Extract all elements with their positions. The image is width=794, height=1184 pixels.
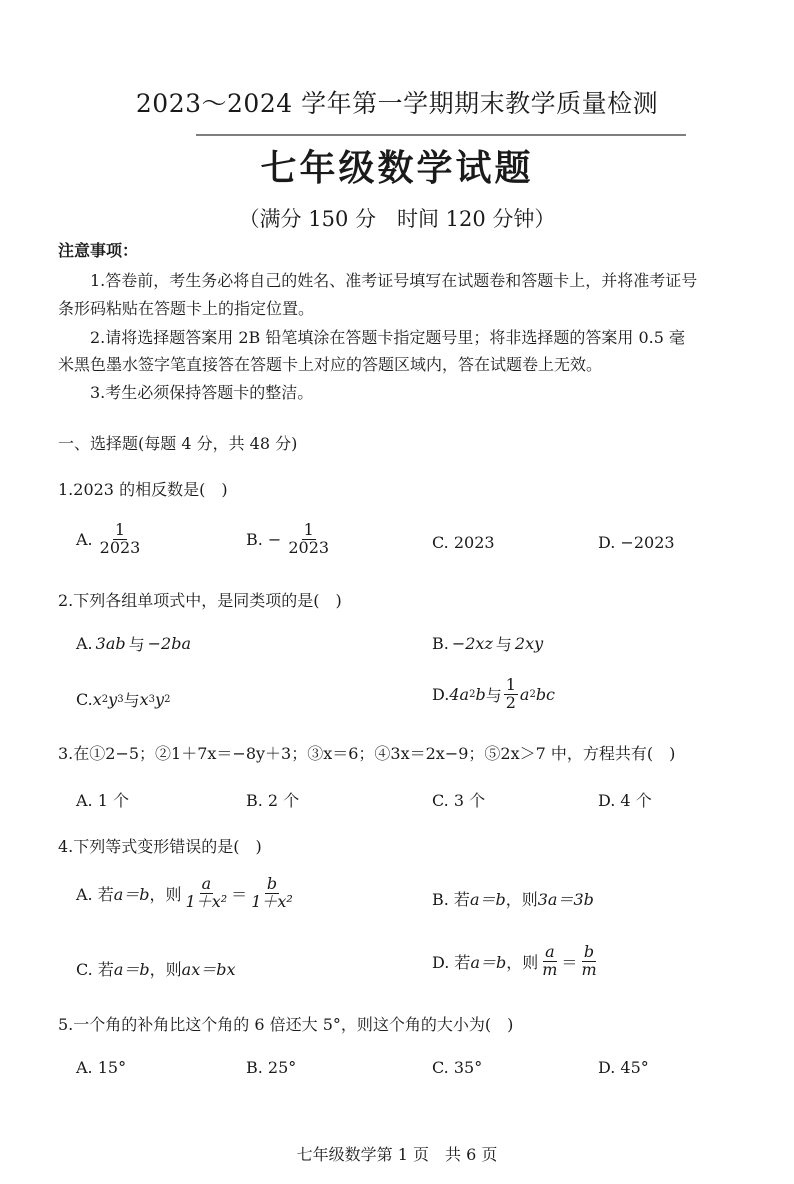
equals-sign: ＝ — [231, 884, 248, 904]
option-label: D. 若 — [432, 952, 471, 972]
question-3-stem: 3.在①2−5；②1＋7x＝−8y＋3；③x＝6；④3x＝2x−9；⑤2x＞7 中，方程共有( ) — [58, 744, 676, 763]
q1-option-d: D. −2023 — [598, 533, 675, 552]
variable: y — [108, 690, 118, 709]
denominator: 2023 — [288, 537, 330, 557]
q4-option-d — [432, 944, 601, 979]
exponent: 3 — [117, 694, 124, 705]
notice-line: 3.考生必须保持答题卡的整洁。 — [90, 383, 314, 402]
exam-title: 七年级数学试题 — [260, 147, 534, 189]
fraction — [579, 944, 598, 979]
exponent: 2 — [164, 694, 171, 705]
connector: ，则 — [506, 952, 539, 972]
term: bc — [535, 684, 556, 704]
fraction — [286, 522, 331, 557]
numerator: b — [583, 942, 595, 961]
q4-option-c — [76, 957, 236, 980]
q2-option-c — [76, 688, 170, 711]
variable: x — [92, 690, 102, 709]
question-5-stem: 5.一个角的补角比这个角的 6 倍还大 5°，则这个角的大小为( ) — [58, 1015, 514, 1034]
fraction — [504, 677, 518, 712]
term: 4a — [449, 684, 470, 704]
numerator: 1 — [114, 520, 126, 539]
notice-line: 1.答卷前，考生务必将自己的姓名、准考证号填写在试题卷和答题卡上，并将准考证号 — [90, 271, 698, 290]
connector: ，则 — [149, 884, 182, 904]
exponent: 2 — [101, 694, 109, 705]
q3-option-a: A. 1 个 — [76, 791, 129, 810]
numerator: b — [266, 874, 278, 893]
result: ax＝bx — [181, 960, 236, 979]
numerator: 1 — [303, 520, 314, 539]
q4-option-b — [432, 887, 594, 910]
option-label: C. — [76, 690, 93, 709]
q5-option-a: A. 15° — [76, 1058, 127, 1077]
q2-option-d — [432, 677, 555, 712]
denominator: 2 — [505, 692, 516, 712]
term: b — [475, 684, 486, 704]
term: a — [519, 684, 530, 704]
q5-option-b: B. 25° — [246, 1058, 297, 1077]
option-label: A. — [76, 634, 93, 653]
notice-line: 条形码粘贴在答题卡上的指定位置。 — [58, 299, 315, 318]
q1-option-a — [76, 522, 144, 557]
term: 3ab — [95, 634, 126, 653]
q1-option-c: C. 2023 — [432, 533, 495, 552]
connector: 与 — [123, 691, 140, 710]
condition: a＝b — [113, 960, 150, 979]
q3-option-b: B. 2 个 — [246, 791, 300, 810]
exponent: 3 — [148, 694, 156, 705]
q1-option-b — [246, 522, 333, 557]
section-heading: 一、选择题(每题 4 分，共 48 分) — [58, 434, 298, 453]
fraction — [184, 876, 230, 911]
result: 3a＝3b — [537, 890, 594, 909]
denominator: 1＋x² — [185, 891, 228, 911]
condition: a＝b — [113, 884, 150, 904]
equals-sign: ＝ — [561, 952, 578, 972]
option-label: D. — [432, 684, 450, 704]
option-label: B. — [432, 634, 449, 653]
option-label: A. — [76, 529, 93, 549]
notice-heading: 注意事项： — [58, 241, 139, 260]
condition: a＝b — [469, 890, 506, 909]
question-4-stem: 4.下列等式变形错误的是( ) — [58, 837, 262, 856]
q5-option-d: D. 45° — [598, 1058, 649, 1077]
question-2-stem: 2.下列各组单项式中，是同类项的是( ) — [58, 591, 342, 610]
q3-option-c: C. 3 个 — [432, 791, 486, 810]
variable: x — [139, 690, 149, 709]
condition: a＝b — [470, 952, 507, 972]
term: 2xy — [514, 634, 544, 653]
fraction — [249, 876, 295, 911]
page-footer: 七年级数学第 1 页 共 6 页 — [296, 1145, 498, 1164]
fraction — [540, 944, 559, 979]
exponent: 2 — [529, 688, 536, 700]
q4-option-a — [76, 876, 297, 911]
exam-header: 2023～2024 学年第一学期期末教学质量检测 — [135, 89, 659, 118]
q3-option-d: D. 4 个 — [598, 791, 652, 810]
numerator: a — [545, 942, 555, 961]
connector: ，则 — [149, 960, 182, 979]
notice-line: 米黑色墨水签字笔直接答在答题卡上对应的答题区域内，答在试题卷上无效。 — [58, 355, 603, 374]
denominator: 2023 — [99, 537, 141, 557]
option-label: B. − — [246, 529, 282, 549]
term: −2ba — [147, 634, 191, 653]
q2-option-b — [432, 632, 543, 655]
numerator: 1 — [505, 675, 516, 694]
q5-option-c: C. 35° — [432, 1058, 483, 1077]
fraction — [98, 522, 143, 557]
exponent: 2 — [469, 688, 476, 700]
connector: 与 — [485, 685, 502, 705]
option-label: C. 若 — [76, 960, 114, 979]
connector: 与 — [495, 635, 512, 654]
q2-option-a — [76, 632, 191, 655]
denominator: m — [542, 959, 558, 979]
option-label: A. 若 — [76, 884, 114, 904]
numerator: a — [201, 874, 212, 893]
denominator: 1＋x² — [251, 891, 293, 911]
denominator: m — [581, 959, 597, 979]
term: −2xz — [451, 634, 493, 653]
question-1-stem: 1.2023 的相反数是( ) — [58, 480, 228, 499]
connector: 与 — [128, 635, 145, 654]
connector: ，则 — [505, 890, 538, 909]
notice-line: 2.请将选择题答案用 2B 铅笔填涂在答题卡指定题号里；将非选择题的答案用 0.5 毫 — [90, 328, 685, 347]
variable: y — [155, 690, 165, 709]
exam-meta: （满分 150 分 时间 120 分钟） — [238, 207, 556, 231]
decorative-rule — [196, 133, 686, 137]
option-label: B. 若 — [432, 890, 470, 909]
